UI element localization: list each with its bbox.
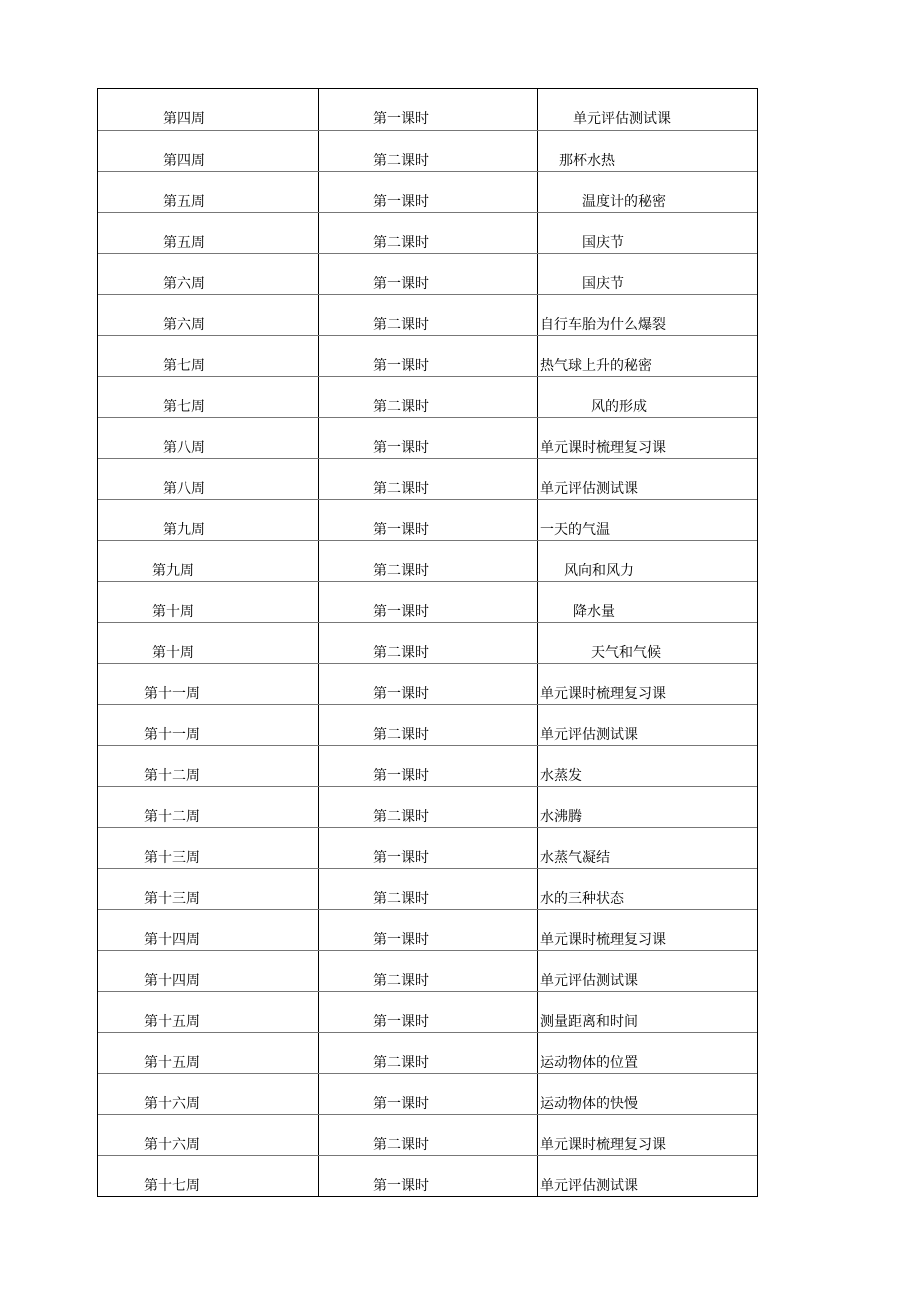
topic-cell-text: 国庆节 — [582, 276, 624, 292]
topic-cell-text: 水沸腾 — [540, 809, 582, 825]
table-row — [98, 253, 757, 294]
week-cell — [98, 1033, 319, 1074]
topic-cell — [538, 336, 757, 377]
topic-cell — [538, 541, 757, 582]
week-cell — [98, 910, 319, 951]
table-row — [98, 540, 757, 581]
period-cell — [319, 746, 538, 787]
week-cell-text: 第十周 — [152, 604, 194, 620]
table-row — [98, 581, 757, 622]
period-cell-text: 第一课时 — [373, 1178, 429, 1194]
week-cell-text: 第十六周 — [144, 1137, 200, 1153]
table-row — [98, 294, 757, 335]
topic-cell — [538, 992, 757, 1033]
week-cell — [98, 295, 319, 336]
week-cell-text: 第九周 — [152, 563, 194, 579]
period-cell — [319, 89, 538, 130]
week-cell — [98, 459, 319, 500]
week-cell-text: 第四周 — [163, 111, 205, 127]
table-row — [98, 827, 757, 868]
period-cell — [319, 582, 538, 623]
period-cell-text: 第一课时 — [373, 850, 429, 866]
week-cell-text: 第十周 — [152, 645, 194, 661]
week-cell-text: 第十四周 — [144, 973, 200, 989]
period-cell-text: 第二课时 — [373, 809, 429, 825]
period-cell-text: 第一课时 — [373, 358, 429, 374]
topic-cell — [538, 131, 757, 172]
topic-cell-text: 单元课时梳理复习课 — [540, 1137, 666, 1153]
table-row — [98, 745, 757, 786]
topic-cell — [538, 951, 757, 992]
period-cell-text: 第二课时 — [373, 973, 429, 989]
week-cell — [98, 1156, 319, 1197]
period-cell — [319, 869, 538, 910]
period-cell-text: 第一课时 — [373, 932, 429, 948]
week-cell — [98, 1074, 319, 1115]
period-cell — [319, 992, 538, 1033]
week-cell — [98, 787, 319, 828]
period-cell — [319, 828, 538, 869]
topic-cell-text: 单元课时梳理复习课 — [540, 686, 666, 702]
week-cell-text: 第八周 — [163, 440, 205, 456]
week-cell-text: 第十二周 — [144, 768, 200, 784]
topic-cell-text: 单元评估测试课 — [573, 111, 671, 127]
period-cell — [319, 213, 538, 254]
table-row — [98, 417, 757, 458]
topic-cell-text: 单元课时梳理复习课 — [540, 932, 666, 948]
table-row — [98, 1155, 757, 1196]
period-cell — [319, 131, 538, 172]
week-cell — [98, 254, 319, 295]
topic-cell — [538, 295, 757, 336]
week-cell — [98, 213, 319, 254]
week-cell-text: 第十一周 — [144, 727, 200, 743]
period-cell — [319, 664, 538, 705]
topic-cell — [538, 623, 757, 664]
week-cell — [98, 377, 319, 418]
period-cell-text: 第二课时 — [373, 399, 429, 415]
period-cell-text: 第二课时 — [373, 317, 429, 333]
week-cell — [98, 89, 319, 130]
week-cell-text: 第八周 — [163, 481, 205, 497]
period-cell-text: 第二课时 — [373, 727, 429, 743]
week-cell — [98, 705, 319, 746]
week-cell — [98, 623, 319, 664]
period-cell-text: 第二课时 — [373, 481, 429, 497]
period-cell — [319, 705, 538, 746]
period-cell-text: 第一课时 — [373, 1096, 429, 1112]
week-cell-text: 第十一周 — [144, 686, 200, 702]
week-cell-text: 第十七周 — [144, 1178, 200, 1194]
topic-cell — [538, 1156, 757, 1197]
topic-cell-text: 降水量 — [573, 604, 615, 620]
topic-cell-text: 水蒸气凝结 — [540, 850, 610, 866]
week-cell-text: 第十六周 — [144, 1096, 200, 1112]
period-cell-text: 第一课时 — [373, 194, 429, 210]
week-cell-text: 第七周 — [163, 358, 205, 374]
period-cell-text: 第二课时 — [373, 1137, 429, 1153]
week-cell-text: 第十三周 — [144, 850, 200, 866]
period-cell-text: 第二课时 — [373, 1055, 429, 1071]
topic-cell — [538, 787, 757, 828]
week-cell-text: 第六周 — [163, 276, 205, 292]
period-cell-text: 第一课时 — [373, 686, 429, 702]
period-cell-text: 第二课时 — [373, 563, 429, 579]
topic-cell-text: 单元评估测试课 — [540, 973, 638, 989]
table-row — [98, 130, 757, 171]
week-cell — [98, 418, 319, 459]
period-cell — [319, 254, 538, 295]
topic-cell-text: 风向和风力 — [564, 563, 634, 579]
week-cell — [98, 951, 319, 992]
topic-cell — [538, 213, 757, 254]
table-row — [98, 171, 757, 212]
topic-cell-text: 单元评估测试课 — [540, 1178, 638, 1194]
week-cell — [98, 131, 319, 172]
topic-cell-text: 测量距离和时间 — [540, 1014, 638, 1030]
week-cell-text: 第十五周 — [144, 1014, 200, 1030]
topic-cell-text: 温度计的秘密 — [582, 194, 666, 210]
table-row — [98, 458, 757, 499]
period-cell — [319, 295, 538, 336]
topic-cell — [538, 418, 757, 459]
topic-cell-text: 一天的气温 — [540, 522, 610, 538]
topic-cell-text: 那杯水热 — [559, 153, 615, 169]
period-cell — [319, 459, 538, 500]
period-cell — [319, 541, 538, 582]
period-cell — [319, 172, 538, 213]
week-cell — [98, 541, 319, 582]
period-cell-text: 第一课时 — [373, 1014, 429, 1030]
week-cell — [98, 664, 319, 705]
table-row — [98, 663, 757, 704]
week-cell — [98, 746, 319, 787]
topic-cell — [538, 746, 757, 787]
table-row — [98, 991, 757, 1032]
table-row — [98, 786, 757, 827]
period-cell — [319, 951, 538, 992]
topic-cell — [538, 172, 757, 213]
period-cell — [319, 1074, 538, 1115]
topic-cell — [538, 582, 757, 623]
period-cell — [319, 377, 538, 418]
week-cell-text: 第七周 — [163, 399, 205, 415]
topic-cell-text: 国庆节 — [582, 235, 624, 251]
week-cell — [98, 869, 319, 910]
schedule-table — [97, 88, 758, 1197]
period-cell — [319, 418, 538, 459]
period-cell — [319, 787, 538, 828]
topic-cell — [538, 459, 757, 500]
table-row — [98, 335, 757, 376]
week-cell-text: 第十四周 — [144, 932, 200, 948]
week-cell — [98, 336, 319, 377]
week-cell-text: 第十三周 — [144, 891, 200, 907]
week-cell-text: 第五周 — [163, 235, 205, 251]
topic-cell-text: 单元评估测试课 — [540, 481, 638, 497]
topic-cell-text: 运动物体的快慢 — [540, 1096, 638, 1112]
topic-cell-text: 水蒸发 — [540, 768, 582, 784]
period-cell-text: 第一课时 — [373, 522, 429, 538]
table-row — [98, 1032, 757, 1073]
table-row — [98, 868, 757, 909]
period-cell-text: 第一课时 — [373, 768, 429, 784]
topic-cell — [538, 1074, 757, 1115]
topic-cell — [538, 377, 757, 418]
week-cell-text: 第十二周 — [144, 809, 200, 825]
period-cell-text: 第二课时 — [373, 645, 429, 661]
period-cell — [319, 1156, 538, 1197]
week-cell-text: 第九周 — [163, 522, 205, 538]
period-cell-text: 第一课时 — [373, 111, 429, 127]
topic-cell — [538, 869, 757, 910]
topic-cell-text: 水的三种状态 — [540, 891, 624, 907]
period-cell — [319, 623, 538, 664]
week-cell — [98, 500, 319, 541]
period-cell — [319, 910, 538, 951]
table-row — [98, 1114, 757, 1155]
table-row — [98, 376, 757, 417]
topic-cell — [538, 664, 757, 705]
week-cell-text: 第四周 — [163, 153, 205, 169]
table-row — [98, 499, 757, 540]
topic-cell-text: 运动物体的位置 — [540, 1055, 638, 1071]
topic-cell-text: 天气和气候 — [591, 645, 661, 661]
week-cell — [98, 172, 319, 213]
table-row — [98, 622, 757, 663]
period-cell — [319, 1115, 538, 1156]
table-row — [98, 950, 757, 991]
week-cell — [98, 582, 319, 623]
topic-cell-text: 热气球上升的秘密 — [540, 358, 652, 374]
topic-cell — [538, 828, 757, 869]
week-cell — [98, 1115, 319, 1156]
period-cell-text: 第二课时 — [373, 891, 429, 907]
week-cell-text: 第十五周 — [144, 1055, 200, 1071]
period-cell-text: 第二课时 — [373, 153, 429, 169]
week-cell-text: 第六周 — [163, 317, 205, 333]
period-cell — [319, 336, 538, 377]
period-cell-text: 第二课时 — [373, 235, 429, 251]
table-row — [98, 909, 757, 950]
week-cell — [98, 992, 319, 1033]
period-cell-text: 第一课时 — [373, 440, 429, 456]
table-row — [98, 212, 757, 253]
topic-cell — [538, 89, 757, 130]
topic-cell — [538, 910, 757, 951]
table-row — [98, 704, 757, 745]
topic-cell — [538, 254, 757, 295]
table-row — [98, 89, 757, 130]
table-row — [98, 1073, 757, 1114]
topic-cell-text: 单元课时梳理复习课 — [540, 440, 666, 456]
period-cell-text: 第一课时 — [373, 604, 429, 620]
topic-cell-text: 风的形成 — [591, 399, 647, 415]
period-cell — [319, 500, 538, 541]
topic-cell-text: 单元评估测试课 — [540, 727, 638, 743]
topic-cell — [538, 500, 757, 541]
week-cell-text: 第五周 — [163, 194, 205, 210]
period-cell-text: 第一课时 — [373, 276, 429, 292]
week-cell — [98, 828, 319, 869]
topic-cell — [538, 705, 757, 746]
period-cell — [319, 1033, 538, 1074]
topic-cell — [538, 1033, 757, 1074]
topic-cell-text: 自行车胎为什么爆裂 — [540, 317, 666, 333]
topic-cell — [538, 1115, 757, 1156]
